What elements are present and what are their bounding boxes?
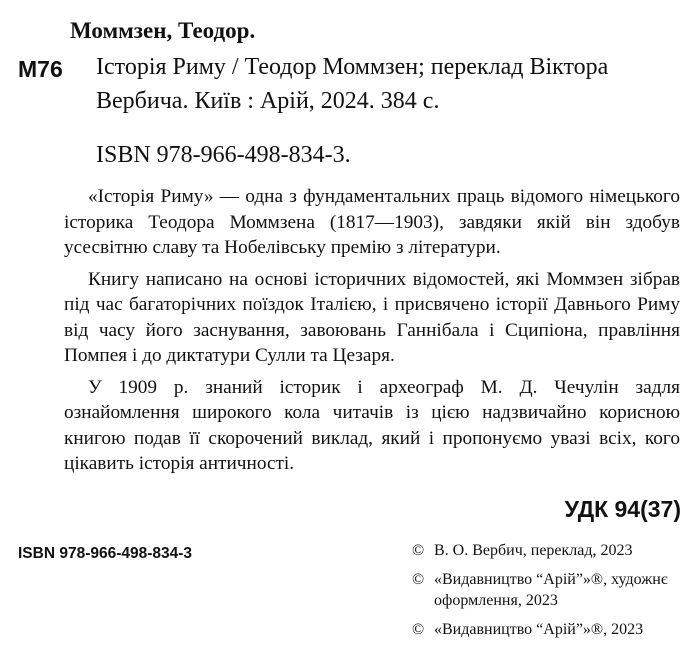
bibliographic-entry-line-1: Історія Риму / Теодор Моммзен; переклад Віктора <box>96 54 609 80</box>
bibliographic-entry-line-2: Вербича. Київ : Арій, 2024. 384 с. <box>96 88 440 114</box>
copyright-symbol: © <box>412 571 425 588</box>
annotation <box>64 184 680 483</box>
copyright-symbol: © <box>412 621 425 638</box>
isbn-main: ISBN 978-966-498-834-3. <box>96 142 351 168</box>
annotation-paragraph: «Історія Риму» — одна з фундаментальних праць відомого німецького історика Теодора Моммзена (1817—1903), завдяки якій він здобув усесвітню славу та Нобелівську премію з літератури. <box>64 186 680 258</box>
annotation-paragraph: У 1909 р. знаний історик і археограф М. Д. Чечулін задля ознайомлення широкого кола читачів із цією надзвичайно корисною книгою подав її скорочений виклад, який і пропонуємо увазі всіх, кого цікавить історія античності. <box>64 376 680 474</box>
copyright-symbol: © <box>412 542 425 559</box>
udk-code: УДК 94(37) <box>564 496 681 522</box>
annotation-paragraph: Книгу написано на основі історичних відомостей, які Моммзен зібрав під час багаторічних поїздок Італією, і присвячено історії Давнього Риму від часу його заснування, завоювань Ганнібала і Сципіона, правління Помпея і до диктатури Сулли та Цезаря. <box>64 268 680 366</box>
copyright-text: В. О. Вербич, переклад, 2023 <box>434 542 633 559</box>
isbn-footer: ISBN 978-966-498-834-3 <box>18 545 193 562</box>
copyright-text: «Видавництво “Арій”»®, художнє оформлення, 2023 <box>434 571 668 609</box>
classification-code: М76 <box>18 56 63 82</box>
copyright-line <box>412 569 688 611</box>
copyright-line <box>412 540 688 561</box>
copyright-text: «Видавництво “Арій”»®, 2023 <box>434 621 644 638</box>
author-heading: Моммзен, Теодор. <box>70 18 256 43</box>
copyright-block <box>412 540 688 648</box>
copyright-line <box>412 619 688 640</box>
